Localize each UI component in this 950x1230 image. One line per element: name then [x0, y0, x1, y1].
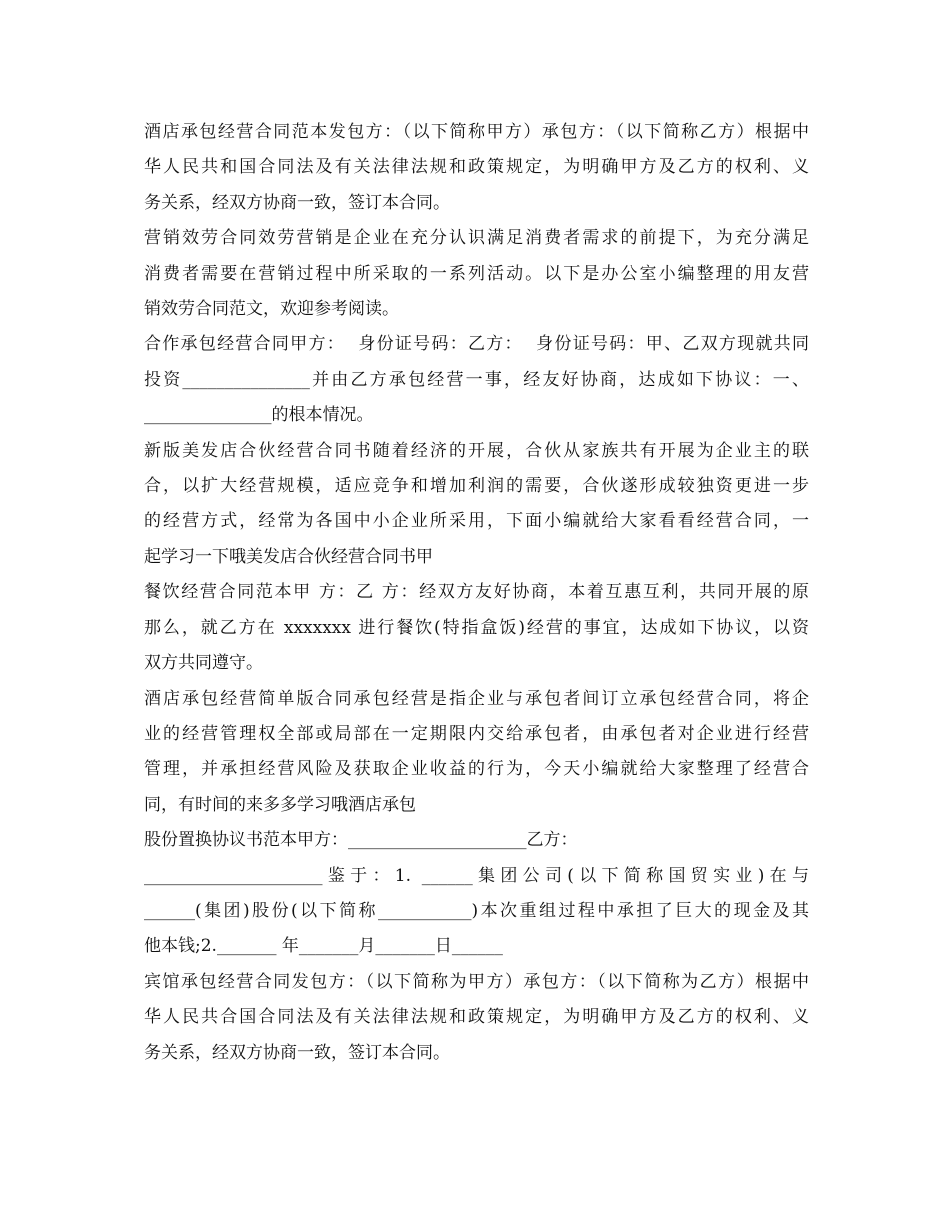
text-line: 同，有时间的来多多学习哦酒店承包 [144, 794, 416, 815]
text-line: ______(集团)股份(以下简称___________)本次重组过程中承担了巨大的现金及其 [144, 900, 809, 921]
text-line: 合，以扩大经营规模，适应竞争和增加利润的需要，合伙遂形成较独资更进一步 [144, 476, 809, 497]
text-line: 管理，并承担经营风险及获取企业收益的行为，今天小编就给大家整理了经营合 [144, 759, 809, 780]
text-line: 宾馆承包经营合同发包方：（以下简称为甲方）承包方：（以下简称为乙方）根据中 [144, 971, 809, 992]
text-line: 华人民共合国合同法及有关法律法规和政策规定，为明确甲方及乙方的权利、义 [144, 1007, 809, 1028]
text-line: 投资_______________并由乙方承包经营一事，经友好协商，达成如下协议：一、 [144, 369, 809, 390]
text-line: 酒店承包经营合同范本发包方：（以下简称甲方）承包方：（以下简称乙方）根据中 [144, 122, 809, 142]
text-line: 华人民共和国合同法及有关法律法规和政策规定，为明确甲方及乙方的权利、义 [144, 157, 809, 178]
paragraph-cooperative-contracting-contract [144, 327, 809, 433]
text-line: 务关系，经双方协商一致，签订本合同。 [144, 192, 450, 213]
text-line: _____________________鉴于：1. ______集团公司(以下简称国贸实业)在与 [144, 865, 809, 886]
paragraph-catering-contract [144, 575, 809, 681]
document-body [144, 115, 809, 1071]
paragraph-salon-partnership-contract [144, 434, 809, 576]
text-line: 合作承包经营合同甲方： 身份证号码：乙方： 身份证号码：甲、乙双方现就共同 [144, 334, 809, 355]
text-line: 餐饮经营合同范本甲 方：乙 方：经双方友好协商，本着互惠互利，共同开展的原 [144, 582, 809, 603]
text-line: 消费者需要在营销过程中所采取的一系列活动。以下是办公室小编整理的用友营 [144, 263, 809, 284]
paragraph-guesthouse-contracting-contract [144, 965, 809, 1071]
paragraph-share-exchange-agreement [144, 823, 809, 965]
text-line: 新版美发店合伙经营合同书随着经济的开展，合伙从家族共有开展为企业主的联 [144, 440, 809, 461]
paragraph-hotel-contracting-contract [144, 115, 809, 221]
text-line: 销效劳合同范文，欢迎参考阅读。 [144, 299, 399, 320]
text-line: 那么，就乙方在 xxxxxxx 进行餐饮(特指盒饭)经营的事宜，达成如下协议，以资 [144, 617, 809, 638]
text-line: 业的经营管理权全部或局部在一定期限内交给承包者，由承包者对企业进行经营 [144, 723, 809, 744]
text-line: _______________的根本情况。 [144, 405, 374, 426]
text-line: 的经营方式，经常为各国中小企业所采用，下面小编就给大家看看经营合同，一 [144, 511, 809, 532]
paragraph-hotel-simple-contract [144, 682, 809, 824]
text-line: 务关系，经双方协商一致，签订本合同。 [144, 1042, 450, 1063]
text-line: 起学习一下哦美发店合伙经营合同书甲 [144, 546, 433, 567]
text-line: 营销效劳合同效劳营销是企业在充分认识满足消费者需求的前提下，为充分满足 [144, 228, 809, 249]
text-line: 他本钱;2._______ 年_______月_______日______ [144, 936, 503, 957]
text-line: 双方共同遵守。 [144, 653, 263, 674]
text-line: 酒店承包经营简单版合同承包经营是指企业与承包者间订立承包经营合同，将企 [144, 688, 809, 709]
paragraph-marketing-service-contract [144, 221, 809, 327]
text-line: 股份置换协议书范本甲方：_____________________乙方： [144, 830, 578, 851]
